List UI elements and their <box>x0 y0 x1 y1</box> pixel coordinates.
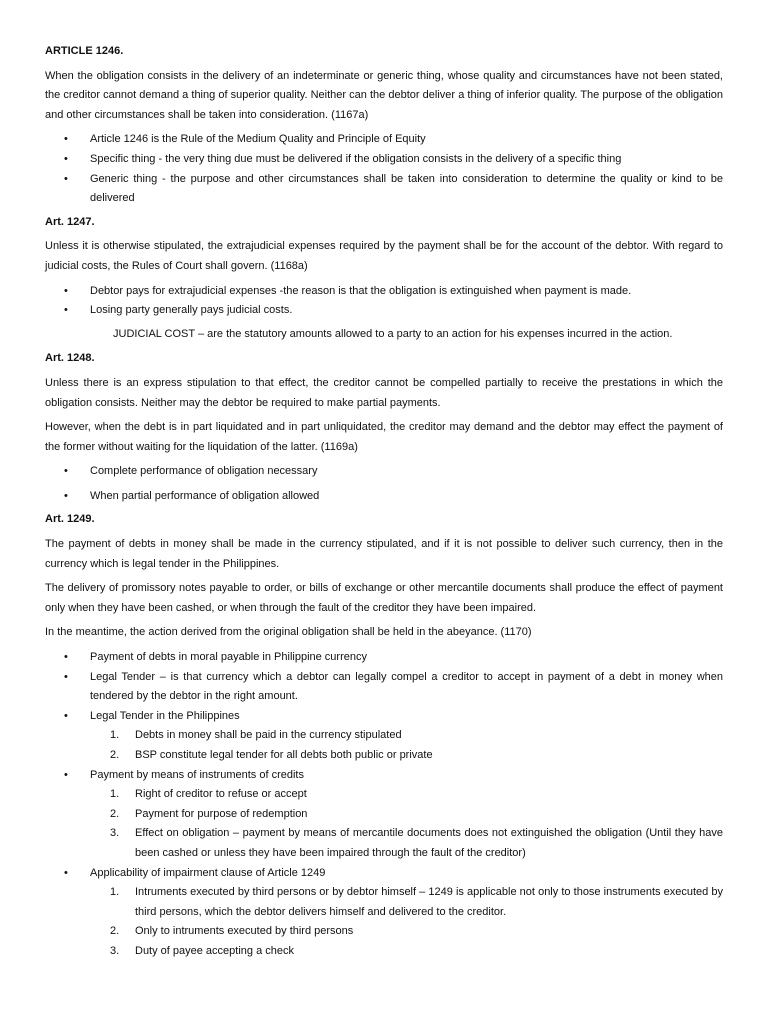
paragraph: The delivery of promissory notes payable to order, or bills of exchange or other mercantile documents shall produce the effect of payment only when they have been cashed, or when through the fault of the creditor they have been impaired. <box>45 582 723 614</box>
numbered-list <box>90 883 723 961</box>
bullet-text: Legal Tender in the Philippines <box>90 709 240 722</box>
paragraph: However, when the debt is in part liquidated and in part unliquidated, the creditor may demand and the debtor may effect the payment of the former without waiting for the liquidation of the latter. (1169a) <box>45 421 723 453</box>
item-text: Only to intruments executed by third persons <box>135 925 354 938</box>
item-number: 1. <box>110 886 120 899</box>
bullet-text: Applicability of impairment clause of Article 1249 <box>90 866 326 879</box>
bullet-list <box>45 130 723 208</box>
bullet-list <box>45 282 723 321</box>
bullet-text: Payment by means of instruments of credits <box>90 768 304 781</box>
item-text: Intruments executed by third persons or by debtor himself – 1249 is applicable not only to those instruments executed by third persons, which the debtor delivers himself and delivered to the creditor. <box>135 886 723 918</box>
numbered-list <box>90 785 723 863</box>
item-number: 3. <box>110 944 120 957</box>
paragraph: The payment of debts in money shall be made in the currency stipulated, and if it is not possible to deliver such currency, then in the currency which is legal tender in the Philippines. <box>45 538 723 570</box>
section-article-1247 <box>45 213 723 345</box>
section-heading: Art. 1249. <box>45 513 95 526</box>
item-text: Debts in money shall be paid in the currency stipulated <box>135 729 402 742</box>
numbered-item <box>90 805 723 825</box>
paragraph: Unless it is otherwise stipulated, the extrajudicial expenses required by the payment shall be for the account of the debtor. With regard to judicial costs, the Rules of Court shall govern. (1168a) <box>45 240 723 272</box>
bullet-text: Payment of debts in moral payable in Philippine currency <box>90 651 367 664</box>
bullet-text: Legal Tender – is that currency which a debtor can legally compel a creditor to accept in payment of a debt in money when tendered by the debtor in the right amount. <box>90 670 723 703</box>
bullet-item <box>45 648 723 668</box>
section-heading: Art. 1248. <box>45 352 95 365</box>
definition-note: JUDICIAL COST – are the statutory amounts allowed to a party to an action for his expenses incurred in the action. <box>113 327 673 340</box>
bullet-item <box>45 864 723 962</box>
numbered-item <box>90 942 723 962</box>
bullet-item <box>45 668 723 707</box>
bullet-list <box>45 462 723 506</box>
bullet-item: • When partial performance of obligation allowed <box>45 487 723 507</box>
item-text: Right of creditor to refuse or accept <box>135 788 307 801</box>
bullet-item: • Losing party generally pays judicial costs. <box>45 301 723 321</box>
numbered-item <box>90 746 723 766</box>
item-text: Effect on obligation – payment by means of mercantile documents does not extinguished the obligation (Until they have been cashed or unless they have been impaired through the fault of the creditor) <box>135 827 723 859</box>
bullet-item: • Debtor pays for extrajudicial expenses -the reason is that the obligation is extinguished when payment is made. <box>45 282 723 302</box>
section-heading: Art. 1247. <box>45 215 95 228</box>
section-article-1248 <box>45 349 723 506</box>
numbered-item <box>90 883 723 922</box>
bullet-list <box>45 648 723 962</box>
item-number: 3. <box>110 827 120 840</box>
item-text: Duty of payee accepting a check <box>135 944 294 957</box>
item-number: 2. <box>110 807 120 820</box>
numbered-list <box>90 726 723 765</box>
numbered-item <box>90 785 723 805</box>
bullet-item: • Generic thing - the purpose and other circumstances shall be taken into consideration to determine the quality or kind to be delivered <box>45 170 723 209</box>
item-number: 1. <box>110 729 120 742</box>
item-text: Payment for purpose of redemption <box>135 807 308 820</box>
bullet-item: • Specific thing - the very thing due must be delivered if the obligation consists in the delivery of a specific thing <box>45 150 723 170</box>
section-article-1246 <box>45 42 723 209</box>
item-number: 1. <box>110 788 120 801</box>
bullet-item <box>45 766 723 864</box>
section-heading: ARTICLE 1246. <box>45 45 124 57</box>
section-article-1249 <box>45 510 723 961</box>
numbered-item <box>90 824 723 863</box>
paragraph: In the meantime, the action derived from the original obligation shall be held in the abeyance. (1170) <box>45 626 532 639</box>
item-number: 2. <box>110 925 120 938</box>
item-number: 2. <box>110 749 120 761</box>
numbered-item <box>90 726 723 746</box>
numbered-item <box>90 922 723 942</box>
paragraph: When the obligation consists in the delivery of an indeterminate or generic thing, whose quality and circumstances have not been stated, the creditor cannot demand a thing of superior quality. Neither can the debtor deliver a thing of inferior quality. The purpose of the obligation and other circumstances shall be taken into consideration. (1167a) <box>45 69 723 121</box>
item-text: BSP constitute legal tender for all debts both public or private <box>135 749 433 761</box>
bullet-item: • Article 1246 is the Rule of the Medium Quality and Principle of Equity <box>45 130 723 150</box>
paragraph: Unless there is an express stipulation to that effect, the creditor cannot be compelled partially to receive the prestations in which the obligation consists. Neither may the debtor be required to make partial payments. <box>45 376 723 409</box>
bullet-item: • Complete performance of obligation necessary <box>45 462 723 482</box>
bullet-item <box>45 707 723 766</box>
